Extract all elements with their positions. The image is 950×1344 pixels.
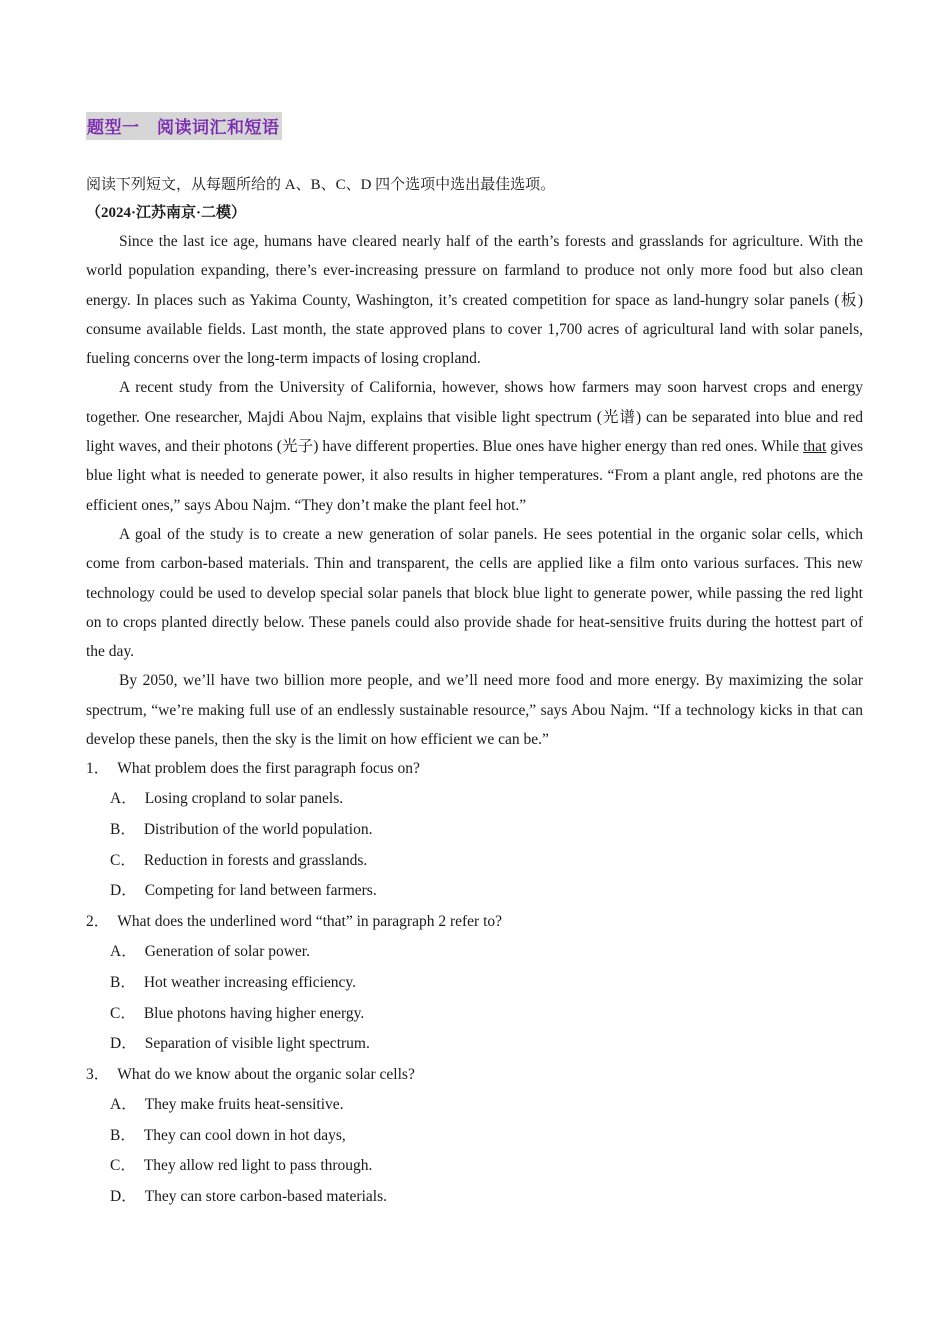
option-letter: D． (110, 1188, 137, 1206)
option-letter: D． (110, 1035, 137, 1053)
option-list (86, 1090, 863, 1213)
question-stem (86, 907, 863, 937)
question-text: What do we know about the organic solar cells? (117, 1065, 415, 1083)
option-text: Reduction in forests and grasslands. (143, 851, 368, 869)
option-c[interactable] (86, 999, 863, 1030)
option-list (86, 784, 863, 907)
option-text: They allow red light to pass through. (143, 1157, 373, 1175)
question-stem (86, 754, 863, 784)
option-a[interactable] (86, 937, 863, 968)
option-b[interactable] (86, 815, 863, 846)
section-heading: 题型一 阅读词汇和短语 (86, 112, 282, 140)
option-d[interactable] (86, 1182, 863, 1213)
option-a[interactable] (86, 784, 863, 815)
option-letter: C． (110, 851, 136, 869)
option-text: They can cool down in hot days, (143, 1126, 346, 1144)
option-text: They can store carbon-based materials. (144, 1188, 387, 1206)
option-list (86, 937, 863, 1060)
option-text: Blue photons having higher energy. (143, 1004, 365, 1022)
question-1 (86, 754, 863, 907)
option-letter: A． (110, 1095, 137, 1113)
passage-paragraph-2 (86, 373, 863, 519)
option-b[interactable] (86, 1121, 863, 1152)
passage-paragraph-4: By 2050, we’ll have two billion more people, and we’ll need more food and more energy. By maximizing the solar spectrum, “we’re making full use of an endlessly sustainable resource,” says Abou Najm. “If a technology kicks in that can develop these panels, then the sky is the limit on how efficient we can be.” (86, 672, 863, 749)
option-text: Losing cropland to solar panels. (144, 790, 344, 808)
option-letter: C． (110, 1157, 136, 1175)
option-letter: B． (110, 973, 136, 991)
option-letter: D． (110, 882, 137, 900)
reading-passage (86, 227, 863, 754)
option-text: Hot weather increasing efficiency. (143, 973, 357, 991)
option-d[interactable] (86, 876, 863, 907)
option-text: Generation of solar power. (144, 943, 310, 961)
question-text: What does the underlined word “that” in paragraph 2 refer to? (117, 913, 503, 931)
question-text: What problem does the first paragraph focus on? (117, 760, 420, 778)
option-letter: C． (110, 1004, 136, 1022)
option-d[interactable] (86, 1029, 863, 1060)
question-2 (86, 907, 863, 1060)
option-letter: A． (110, 790, 137, 808)
option-text: They make fruits heat-sensitive. (144, 1095, 344, 1113)
option-b[interactable] (86, 968, 863, 999)
option-letter: A． (110, 943, 137, 961)
question-3 (86, 1060, 863, 1213)
question-number: 2． (86, 913, 110, 931)
option-letter: B． (110, 1126, 136, 1144)
passage-paragraph-3: A goal of the study is to create a new generation of solar panels. He sees potential in the organic solar cells, which come from carbon-based materials. Thin and transparent, the cells are applied like a film onto various surfaces. This new technology could be used to develop special solar panels that block blue light to generate power, while passing the red light on to crops planted directly below. These panels could also provide shade for heat-sensitive fruits during the hottest part of the day. (86, 525, 863, 661)
source-label: （2024·江苏南京·二模） (86, 205, 247, 221)
question-number: 1． (86, 760, 110, 778)
option-letter: B． (110, 821, 136, 839)
question-stem (86, 1060, 863, 1090)
document-page (86, 112, 863, 1213)
option-text: Competing for land between farmers. (144, 882, 377, 900)
option-c[interactable] (86, 846, 863, 877)
passage-paragraph-1: Since the last ice age, humans have cleared nearly half of the earth’s forests and grasslands for agriculture. With the world population expanding, there’s ever-increasing pressure on farmland to produce not only more food but also clean energy. In places such as Yakima County, Washington, it’s created competition for space as land-hungry solar panels (板) consume available fields. Last month, the state approved plans to cover 1,700 acres of agricultural land with solar panels, fueling concerns over the long-term impacts of losing cropland. (86, 233, 863, 368)
paragraph-2-text-after: gives blue light what is needed to generate power, it also results in higher temperatures. “From a plant angle, red photons are the efficient ones,” says Abou Najm. “They don’t make the plant feel hot.” (86, 438, 864, 514)
option-text: Distribution of the world population. (143, 821, 373, 839)
paragraph-2-text-before: A recent study from the University of California, however, shows how farmers may soon harvest crops and energy together. One researcher, Majdi Abou Najm, explains that visible light spectrum (光谱) can be separated into blue and red light waves, and their photons (光子) have different properties. Blue ones have higher energy than red ones. While (86, 379, 863, 456)
instruction-text: 阅读下列短文，从每题所给的 A、B、C、D 四个选项中选出最佳选项。 (86, 177, 556, 193)
option-a[interactable] (86, 1090, 863, 1121)
underlined-word: that (803, 438, 827, 456)
option-text: Separation of visible light spectrum. (144, 1035, 370, 1053)
option-c[interactable] (86, 1151, 863, 1182)
question-number: 3． (86, 1065, 110, 1083)
